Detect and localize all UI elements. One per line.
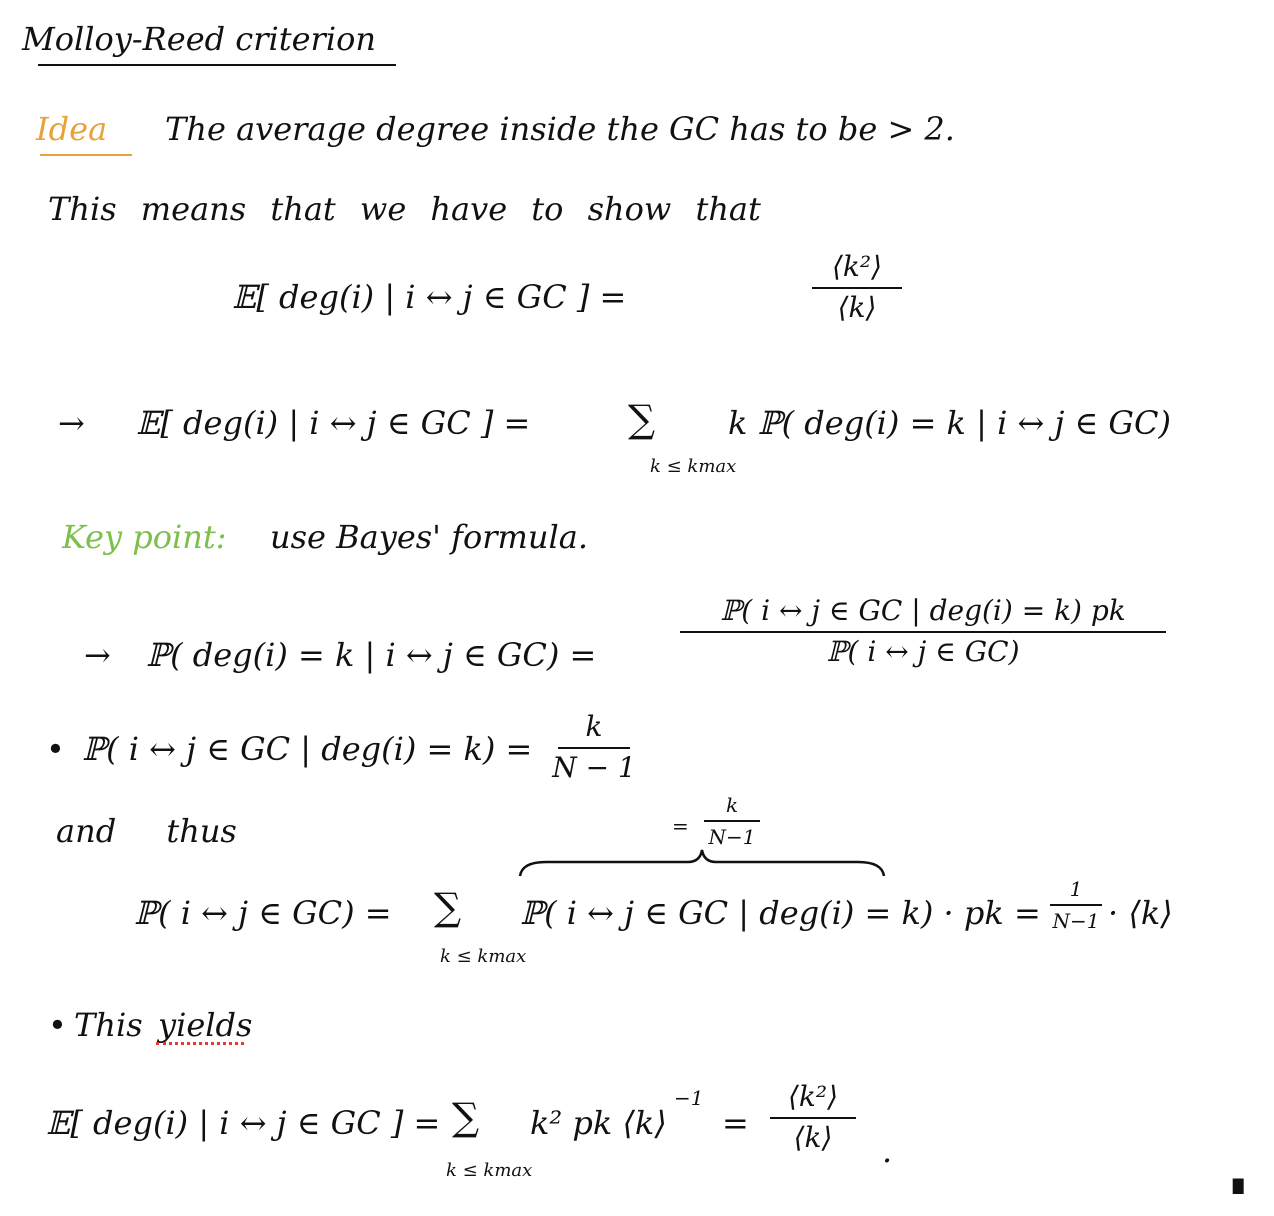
fraction-bar bbox=[558, 747, 630, 749]
eq6-equals: = bbox=[722, 1104, 749, 1142]
eq6-lhs: 𝔼[ deg(i) | i ↔ j ∈ GC ] = bbox=[46, 1104, 441, 1142]
idea-underline bbox=[40, 154, 132, 156]
eq6-sum-symbol: ∑ bbox=[452, 1095, 480, 1139]
eq6-sum-subscript: k ≤ kmax bbox=[446, 1160, 533, 1181]
eq6-exponent: −1 bbox=[674, 1086, 704, 1110]
fraction-bar bbox=[812, 287, 902, 289]
yields-word: yields bbox=[158, 1006, 253, 1044]
eq3-denominator: ℙ( i ↔ j ∈ GC) bbox=[826, 634, 1020, 668]
eq6-fraction bbox=[770, 1082, 856, 1154]
idea-text: The average degree inside the GC has to be > 2. bbox=[165, 110, 955, 148]
eq5-sum-symbol: ∑ bbox=[434, 885, 462, 929]
eq6-denominator: ⟨k⟩ bbox=[793, 1120, 833, 1154]
eq1-denominator: ⟨k⟩ bbox=[837, 290, 877, 324]
qed-symbol: ∎ bbox=[1228, 1164, 1249, 1202]
eq4-numerator: k bbox=[585, 710, 603, 743]
eq2-arrow: → bbox=[58, 404, 85, 442]
keypoint-text: use Bayes' formula. bbox=[270, 518, 588, 556]
idea-label: Idea bbox=[36, 110, 108, 148]
eq4-fraction bbox=[552, 710, 636, 784]
eq3-fraction bbox=[680, 596, 1166, 668]
eq4-bullet: • bbox=[46, 730, 65, 768]
yields-this: This bbox=[74, 1006, 143, 1044]
eq2-sum-symbol: ∑ bbox=[628, 397, 656, 441]
eq5-fraction bbox=[1050, 878, 1102, 932]
eq2-lhs: 𝔼[ deg(i) | i ↔ j ∈ GC ] = bbox=[136, 404, 531, 442]
and-thus-text: and thus bbox=[56, 812, 237, 850]
eq5-mid: ℙ( i ↔ j ∈ GC | deg(i) = k) · pk = bbox=[520, 894, 1041, 932]
intro-text: This means that we have to show that bbox=[48, 190, 761, 228]
eq3-lhs: ℙ( deg(i) = k | i ↔ j ∈ GC) = bbox=[146, 636, 597, 674]
yields-bullet: • bbox=[48, 1006, 67, 1044]
eq6-end-dot: . bbox=[882, 1132, 893, 1170]
fraction-bar bbox=[680, 631, 1166, 633]
brace-label-prefix: = bbox=[672, 814, 689, 838]
eq2-sum-subscript: k ≤ kmax bbox=[650, 456, 737, 477]
eq5-lhs: ℙ( i ↔ j ∈ GC) = bbox=[134, 894, 392, 932]
eq6-numerator: ⟨k²⟩ bbox=[787, 1080, 839, 1113]
fraction-bar bbox=[770, 1117, 856, 1119]
brace-label-fraction bbox=[704, 794, 760, 848]
eq5-tail: · ⟨k⟩ bbox=[1108, 894, 1173, 932]
eq4-lhs: ℙ( i ↔ j ∈ GC | deg(i) = k) = bbox=[82, 730, 533, 768]
eq1-numerator: ⟨k²⟩ bbox=[831, 250, 883, 283]
eq5-sum-subscript: k ≤ kmax bbox=[440, 946, 527, 967]
fraction-bar bbox=[1050, 904, 1102, 906]
eq6-mid: k² pk ⟨k⟩ bbox=[530, 1104, 667, 1142]
eq1-fraction bbox=[812, 252, 902, 324]
keypoint-label: Key point: bbox=[62, 518, 227, 556]
fraction-bar bbox=[704, 820, 760, 822]
page-title: Molloy-Reed criterion bbox=[22, 20, 376, 58]
title-underline bbox=[38, 64, 396, 66]
eq4-denominator: N − 1 bbox=[552, 750, 636, 784]
eq5-numerator: 1 bbox=[1069, 877, 1083, 901]
eq5-denominator: N−1 bbox=[1052, 909, 1100, 933]
spellcheck-underline bbox=[156, 1042, 244, 1045]
eq3-numerator: ℙ( i ↔ j ∈ GC | deg(i) = k) pk bbox=[720, 594, 1126, 627]
eq1-lhs: 𝔼[ deg(i) | i ↔ j ∈ GC ] = bbox=[232, 278, 627, 316]
brace-label-numerator: k bbox=[725, 793, 739, 817]
overbrace bbox=[516, 846, 888, 880]
brace-label-denominator: N−1 bbox=[708, 825, 756, 849]
eq2-rhs: k ℙ( deg(i) = k | i ↔ j ∈ GC) bbox=[728, 404, 1171, 442]
eq3-arrow: → bbox=[84, 636, 111, 674]
